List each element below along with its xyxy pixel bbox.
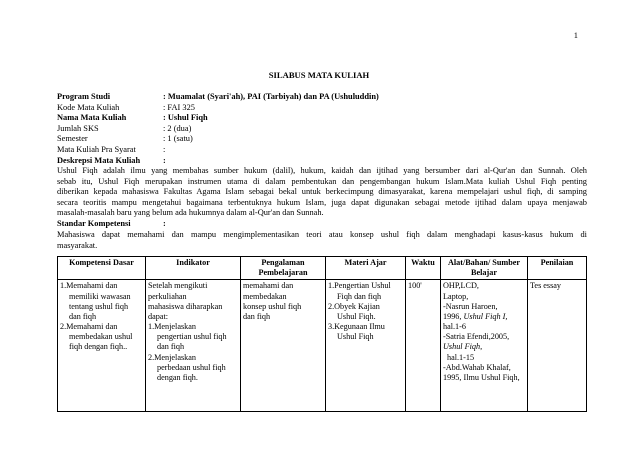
- cell-line: memiliki wawasan: [69, 291, 131, 301]
- cell-line: 100': [408, 281, 422, 291]
- meta-value: : 2 (dua): [163, 123, 192, 133]
- standar-line: Mahasiswa dapat memahami dan mampu mengimplementasikan teori atau konsep ushul fiqh dalam menghadapi kasus-kasus hukum di: [57, 230, 587, 239]
- meta-value: : Muamalat (Syari'ah), PAI (Tarbiyah) dan PA (Ushuluddin): [163, 92, 379, 101]
- cell-line: konsep ushul fiqh: [243, 301, 302, 311]
- table-header-row: [58, 257, 587, 280]
- meta-prasyarat: [57, 145, 587, 156]
- header-pengalaman: [241, 257, 326, 280]
- cell-materi: [326, 280, 406, 412]
- meta-program-studi: [57, 92, 587, 103]
- cell-line: memahami dan: [243, 281, 294, 291]
- page-number: 1: [573, 30, 578, 40]
- cell-line: 1.Pengertian Ushul: [328, 281, 391, 291]
- header-alat: [441, 257, 528, 280]
- cell-line: Laptop,: [443, 291, 469, 301]
- standar-line: masyarakat.: [57, 240, 98, 250]
- cell-line: OHP,LCD,: [443, 281, 479, 291]
- header-line: Belajar: [471, 268, 497, 278]
- meta-label: Semester: [57, 134, 88, 144]
- meta-nama: [57, 113, 587, 124]
- meta-value: :: [163, 219, 166, 228]
- cell-line: membedakan ushul: [69, 332, 133, 342]
- meta-kode: [57, 103, 587, 114]
- cell-line: 2.Memahami dan: [60, 322, 118, 332]
- meta-label: Jumlah SKS: [57, 123, 99, 133]
- cell-line: perkuliahan: [148, 291, 187, 301]
- cell-line: Ushul Fiqh.: [337, 311, 376, 321]
- cell-text-italic: Ushul Fiqh I,: [463, 311, 508, 321]
- cell-line: mahasiswa diharapkan: [148, 301, 223, 311]
- cell-line: 2.Obyek Kajian: [328, 301, 380, 311]
- meta-standar: [57, 219, 587, 230]
- description-line: sebab itu, Ushul Fiqh merupakan instrumen utama di dalam pembentukan dan pengembangan hukum Islam.Mata kuliah Ushul Fiqh penting: [57, 176, 587, 186]
- cell-penilaian: [528, 280, 587, 412]
- cell-line: dapat:: [148, 311, 169, 321]
- cell-line: -Satria Efendi,2005,: [443, 332, 510, 342]
- cell-text: 1996,: [443, 311, 464, 321]
- description-line: Ushul Fiqh adalah ilmu yang membahas sumber hukum (dalil), hukum, kaidah dan ijtihad yang bersumber dari al-Qur'an dan Sunnah. Oleh: [57, 166, 587, 175]
- table-row: [58, 280, 587, 412]
- standar-kompetensi-text: [57, 230, 587, 251]
- meta-label: Kode Mata Kuliah: [57, 102, 120, 112]
- cell-line: Setelah mengikuti: [148, 281, 208, 291]
- description-line: secara teoritis mampu mengetahui bagaimana terbentuknya hukum Islam, juga dapat digunakan sebagai metode ijtihad dalam upaya menjawab: [57, 197, 587, 207]
- header-materi: Materi Ajar: [326, 257, 406, 280]
- cell-line: dengan fiqh.: [157, 372, 198, 382]
- cell-line: Tes essay: [530, 281, 562, 291]
- cell-line: -Abd.Wahab Khalaf,: [443, 362, 511, 372]
- meta-value: :: [163, 144, 166, 154]
- header-penilaian: Penilaian: [528, 257, 587, 280]
- standar-kompetensi-heading: [57, 219, 587, 230]
- syllabus-table: [57, 256, 587, 412]
- cell-line: Fiqh dan fiqh: [337, 291, 382, 301]
- cell-line: dan fiqh: [157, 342, 185, 352]
- cell-kompetensi: [58, 280, 146, 412]
- header-line: Pengalaman: [261, 258, 305, 267]
- cell-line: dan fiqh: [243, 311, 271, 321]
- meta-label: Standar Kompetensi: [57, 219, 131, 228]
- cell-line: perbedaan ushul fiqh: [157, 362, 226, 372]
- cell-line: tentang ushul fiqh: [69, 301, 129, 311]
- cell-line: Ushul Fiqh: [337, 332, 374, 342]
- cell-pengalaman: [241, 280, 326, 412]
- header-line: Pembelajaran: [258, 268, 308, 278]
- cell-line: 2.Menjelaskan: [148, 352, 196, 362]
- header-waktu: Waktu: [406, 257, 441, 280]
- cell-line: fiqh dengan fiqh..: [69, 342, 128, 352]
- cell-line: Ushul Fiqh,: [443, 342, 483, 352]
- cell-line: membedakan: [243, 291, 287, 301]
- meta-label: Mata Kuliah Pra Syarat: [57, 144, 136, 154]
- meta-sks: [57, 124, 587, 135]
- cell-alat: [441, 280, 528, 412]
- cell-line: 1.Memahami dan: [60, 281, 118, 291]
- meta-semester: [57, 134, 587, 145]
- meta-label: Program Studi: [57, 92, 111, 101]
- meta-deskripsi: [57, 156, 587, 167]
- meta-label: Nama Mata Kuliah: [57, 113, 127, 123]
- meta-value: :: [163, 155, 166, 165]
- cell-indikator: [146, 280, 241, 412]
- document-title: SILABUS MATA KULIAH: [268, 70, 370, 80]
- cell-line: 1995, Ilmu Ushul Fiqh,: [443, 372, 520, 382]
- header-indikator: Indikator: [146, 257, 241, 280]
- cell-waktu: [406, 280, 441, 412]
- course-metadata: [57, 92, 587, 166]
- meta-value: : Ushul Fiqh: [163, 113, 208, 123]
- cell-line: hal.1-15: [447, 352, 475, 362]
- cell-line: 3.Kegunaan Ilmu: [328, 322, 385, 332]
- meta-label: Deskrepsi Mata Kuliah: [57, 155, 141, 165]
- cell-line: dan fiqh: [69, 311, 97, 321]
- course-description: [57, 166, 587, 219]
- header-line: Alat/Bahan/ Sumber: [447, 258, 521, 267]
- meta-value: : 1 (satu): [163, 134, 193, 144]
- cell-line: [443, 312, 525, 322]
- meta-value: : FAI 325: [163, 102, 195, 112]
- cell-line: -Nasrun Haroen,: [443, 301, 498, 311]
- cell-line: pengertian ushul fiqh: [157, 332, 227, 342]
- cell-line: 1.Menjelaskan: [148, 322, 196, 332]
- description-line: masalah-masalah baru yang belum ada hukumnya dalam al-Qur'an dan Sunnah.: [57, 208, 324, 218]
- cell-line: hal.1-6: [443, 322, 466, 332]
- header-kompetensi: Kompetensi Dasar: [58, 257, 146, 280]
- description-line: diberikan kepada mahasiswa Fakultas Agama Islam sebagai bekal untuk berkecimpung dimasyarakat, karena mempelajari ushul fiqh, di samping: [57, 187, 587, 197]
